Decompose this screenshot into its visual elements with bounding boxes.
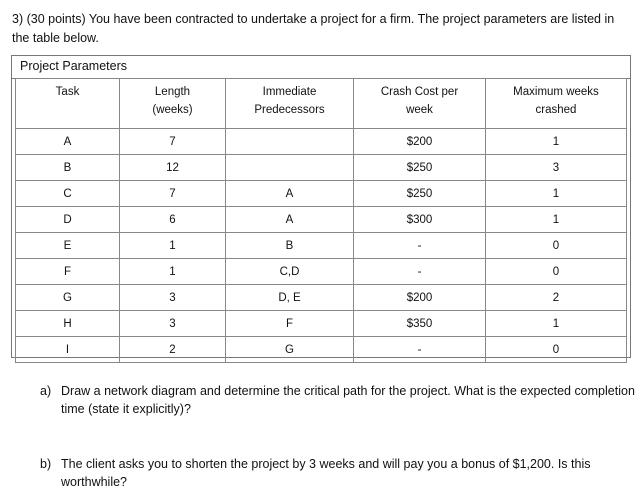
problem-intro: 3) (30 points) You have been contracted to undertake a project for a firm. The project parameters are listed in the table below. xyxy=(12,12,615,45)
cell-length: 7 xyxy=(120,129,226,155)
question-text: The client asks you to shorten the project by 3 weeks and will pay you a bonus of $1,200. Is this worthwhile? xyxy=(61,457,591,489)
parameters-table xyxy=(15,78,627,363)
cell-max-weeks: 1 xyxy=(486,129,627,155)
cell-max-weeks: 0 xyxy=(486,233,627,259)
cell-crash-cost: $250 xyxy=(354,155,486,181)
question-label: b) xyxy=(40,457,52,471)
cell-task: I xyxy=(16,337,120,363)
header-max-weeks: Maximum weeks crashed xyxy=(486,79,627,129)
cell-predecessors xyxy=(226,155,354,181)
cell-predecessors: A xyxy=(226,207,354,233)
table-row xyxy=(16,337,627,363)
cell-task: H xyxy=(16,311,120,337)
cell-crash-cost: - xyxy=(354,337,486,363)
cell-length: 7 xyxy=(120,181,226,207)
cell-predecessors xyxy=(226,129,354,155)
header-crash-cost: Crash Cost per week xyxy=(354,79,486,129)
cell-length: 3 xyxy=(120,311,226,337)
cell-task: E xyxy=(16,233,120,259)
cell-max-weeks: 0 xyxy=(486,259,627,285)
table-row xyxy=(16,259,627,285)
cell-predecessors: C,D xyxy=(226,259,354,285)
cell-task: D xyxy=(16,207,120,233)
question-text: Draw a network diagram and determine the critical path for the project. What is the expected completion time (state it explicitly)? xyxy=(61,384,635,416)
cell-task: F xyxy=(16,259,120,285)
cell-length: 2 xyxy=(120,337,226,363)
table-title: Project Parameters xyxy=(20,59,127,73)
cell-max-weeks: 2 xyxy=(486,285,627,311)
cell-crash-cost: $350 xyxy=(354,311,486,337)
table-row xyxy=(16,285,627,311)
table-row xyxy=(16,129,627,155)
cell-max-weeks: 3 xyxy=(486,155,627,181)
cell-predecessors: B xyxy=(226,233,354,259)
cell-max-weeks: 1 xyxy=(486,311,627,337)
cell-length: 1 xyxy=(120,233,226,259)
table-row xyxy=(16,155,627,181)
cell-length: 3 xyxy=(120,285,226,311)
cell-task: A xyxy=(16,129,120,155)
cell-predecessors: F xyxy=(226,311,354,337)
cell-predecessors: G xyxy=(226,337,354,363)
cell-max-weeks: 1 xyxy=(486,181,627,207)
cell-crash-cost: $300 xyxy=(354,207,486,233)
table-row xyxy=(16,311,627,337)
project-parameters-panel xyxy=(11,55,631,358)
cell-length: 6 xyxy=(120,207,226,233)
cell-predecessors: A xyxy=(226,181,354,207)
table-row xyxy=(16,207,627,233)
table-row xyxy=(16,181,627,207)
cell-crash-cost: $250 xyxy=(354,181,486,207)
cell-length: 12 xyxy=(120,155,226,181)
cell-length: 1 xyxy=(120,259,226,285)
header-length: Length (weeks) xyxy=(120,79,226,129)
header-predecessors: Immediate Predecessors xyxy=(226,79,354,129)
cell-task: C xyxy=(16,181,120,207)
table-row xyxy=(16,233,627,259)
cell-crash-cost: $200 xyxy=(354,285,486,311)
cell-task: B xyxy=(16,155,120,181)
cell-crash-cost: $200 xyxy=(354,129,486,155)
cell-max-weeks: 0 xyxy=(486,337,627,363)
header-task: Task xyxy=(16,79,120,129)
cell-crash-cost: - xyxy=(354,233,486,259)
cell-crash-cost: - xyxy=(354,259,486,285)
cell-predecessors: D, E xyxy=(226,285,354,311)
question-label: a) xyxy=(40,384,52,398)
cell-max-weeks: 1 xyxy=(486,207,627,233)
cell-task: G xyxy=(16,285,120,311)
table-header-row xyxy=(16,79,627,129)
